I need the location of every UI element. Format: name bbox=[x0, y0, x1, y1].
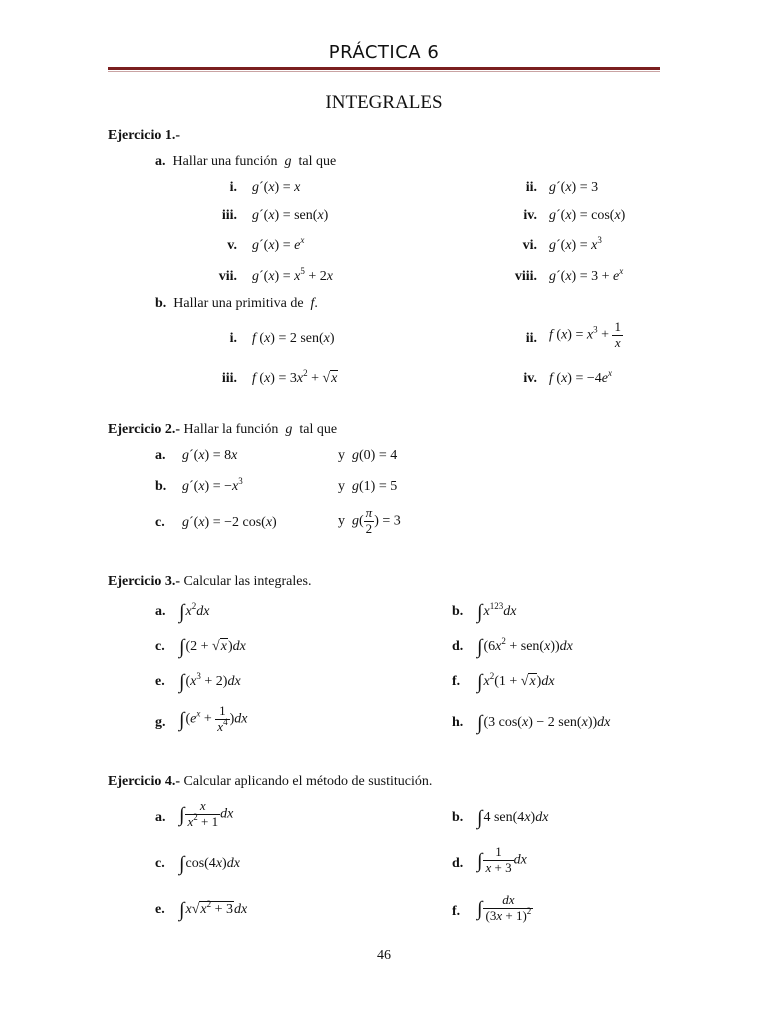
roman-label: iii. bbox=[221, 371, 237, 386]
formula-1a-v: g´(x) = $e^x$ bbox=[252, 235, 305, 253]
variable-g: g bbox=[284, 154, 292, 169]
variable-g: g bbox=[285, 422, 293, 437]
integral-3d: $\int(6x^2 + sen(x))dx$ bbox=[477, 636, 573, 658]
condition-2a: y g(0) = 4 bbox=[338, 448, 398, 463]
page-subtitle: INTEGRALES bbox=[325, 92, 443, 113]
item-label: b. bbox=[155, 479, 167, 494]
formula-1b-iii: f $(x) = 3x^2 + √x$ bbox=[252, 368, 338, 386]
roman-label: iii. bbox=[221, 208, 237, 223]
exercise-3-heading bbox=[108, 574, 311, 590]
exercise-2-text2: tal que bbox=[299, 422, 338, 437]
item-label: d. bbox=[452, 856, 464, 871]
exercise-1b-statement bbox=[155, 296, 318, 312]
page-number: 46 bbox=[377, 948, 391, 963]
integral-3e: $\int(x^3 + 2)dx$ bbox=[179, 671, 241, 693]
formula-1b-i: f (x) = 2 sen(x) bbox=[252, 331, 335, 346]
formula-1a-ii: g´(x) = 3 bbox=[549, 180, 599, 195]
conjunction-y: y bbox=[338, 448, 345, 463]
formula-2b: g´(x) = $-x^3$ bbox=[182, 476, 243, 494]
item-label: a. bbox=[155, 448, 166, 463]
exercise-4-heading bbox=[108, 774, 432, 790]
formula-1a-viii: g´(x) = $3 + e^x$ bbox=[549, 266, 624, 284]
item-label: a. bbox=[155, 810, 166, 825]
page-header-title: PRÁCTICA 6 bbox=[328, 42, 440, 63]
formula-2c: g´(x) = −2 cos(x) bbox=[182, 515, 277, 530]
conjunction-y: y bbox=[338, 513, 345, 529]
roman-label: iv. bbox=[523, 371, 537, 386]
item-label: a. bbox=[155, 604, 166, 619]
roman-label: i. bbox=[229, 180, 237, 195]
integral-3g: $\int(e^x$ + $\frac{1}{x^4}$ )dx bbox=[179, 703, 248, 734]
integral-4f: ∫ $\frac{dx}{(3x + 1)^2}$ bbox=[477, 892, 532, 923]
formula-2a: g´(x) = 8x bbox=[182, 448, 238, 463]
roman-label: vii. bbox=[218, 269, 237, 284]
formula-1b-iv: f $(x) = -4e^x$ bbox=[549, 368, 612, 386]
roman-label: ii. bbox=[525, 180, 537, 195]
integral-4c: ∫cos(4x)dx bbox=[179, 853, 240, 875]
statement-text: Hallar una función bbox=[172, 154, 278, 169]
exercise-2-text: Hallar la función bbox=[183, 422, 279, 437]
formula-1a-iv: g´(x) = cos(x) bbox=[549, 208, 626, 223]
conjunction-y: y bbox=[338, 479, 345, 494]
condition-2b: y g(1) = 5 bbox=[338, 479, 398, 494]
header-rule bbox=[108, 67, 660, 70]
exercise-1a-statement bbox=[155, 154, 336, 170]
item-label: e. bbox=[155, 674, 165, 689]
item-label: c. bbox=[155, 639, 165, 654]
roman-label: vi. bbox=[522, 238, 537, 253]
exercise-3-text: Calcular las integrales. bbox=[183, 574, 312, 589]
formula-1a-vii: g´(x) = $x^5 + 2x$ bbox=[252, 266, 333, 284]
integral-3c: ∫(2 + √x)dx bbox=[179, 636, 246, 658]
statement-dot: . bbox=[314, 296, 318, 311]
formula-1a-i: g´(x) = x bbox=[252, 180, 301, 195]
integral-4a: ∫ $\frac{x}{x^2 + 1}$ dx bbox=[179, 798, 234, 829]
roman-label: iv. bbox=[523, 208, 537, 223]
roman-label: ii. bbox=[525, 331, 537, 346]
exercise-1-heading bbox=[108, 128, 180, 144]
condition-2c: y g( $\frac{\pi}{2}$ ) = 3 bbox=[338, 505, 401, 536]
item-label: f. bbox=[452, 674, 461, 689]
integral-4d: ∫ $\frac{1}{x + 3}$ dx bbox=[477, 844, 527, 875]
variable-f: f bbox=[310, 296, 315, 311]
item-label: g. bbox=[155, 715, 166, 730]
item-label: b. bbox=[452, 604, 464, 619]
item-label: f. bbox=[452, 904, 461, 919]
formula-1b-ii: f $(x) = x^3$ + $\frac{1}{x}$ bbox=[549, 319, 621, 350]
statement-text: Hallar una primitiva de bbox=[173, 296, 304, 311]
item-label: b. bbox=[452, 810, 464, 825]
exercise-2-heading bbox=[108, 422, 337, 438]
statement-text: tal que bbox=[298, 154, 337, 169]
item-label: h. bbox=[452, 715, 464, 730]
integral-3b: $\int x^{123}dx$ bbox=[477, 601, 517, 623]
integral-3f: $\int x^2(1 + √x)dx$ bbox=[477, 671, 555, 693]
integral-4e: $\int x√x^2 + 3dx$ bbox=[179, 899, 248, 921]
header-rule-thin bbox=[108, 71, 660, 72]
item-label: c. bbox=[155, 515, 165, 530]
item-label: d. bbox=[452, 639, 464, 654]
integral-3h: ∫(3 cos(x) − 2 sen(x))dx bbox=[477, 712, 611, 734]
roman-label: viii. bbox=[514, 269, 537, 284]
item-label: c. bbox=[155, 856, 165, 871]
exercise-1-title: Ejercicio 1.- bbox=[108, 128, 181, 143]
integral-4b: ∫4 sen(4x)dx bbox=[477, 807, 549, 829]
item-label: a. bbox=[155, 154, 166, 169]
formula-1a-vi: g´(x) = $x^3$ bbox=[549, 235, 602, 253]
formula-1a-iii: g´(x) = sen(x) bbox=[252, 208, 329, 223]
exercise-3-title: Ejercicio 3.- bbox=[108, 574, 181, 589]
exercise-2-title: Ejercicio 2.- bbox=[108, 422, 181, 437]
item-label: e. bbox=[155, 902, 165, 917]
exercise-4-title: Ejercicio 4.- bbox=[108, 774, 181, 789]
integral-3a: $\int x^2dx$ bbox=[179, 601, 210, 623]
exercise-4-text: Calcular aplicando el método de sustitución. bbox=[183, 774, 433, 789]
roman-label: i. bbox=[229, 331, 237, 346]
item-label: b. bbox=[155, 296, 167, 311]
roman-label: v. bbox=[227, 238, 237, 253]
